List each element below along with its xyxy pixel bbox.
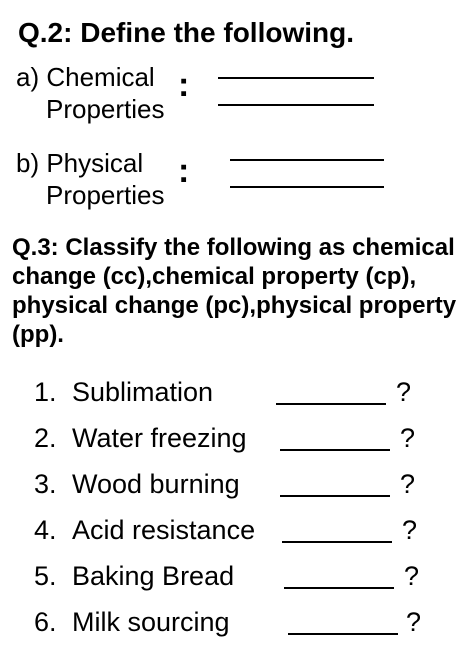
item-2-question-mark: ? (400, 423, 416, 453)
item-1-question-mark: ? (396, 377, 412, 407)
item-6-question-mark: ? (406, 607, 422, 637)
item-4-number: 4. (34, 515, 57, 545)
item-4-text: Acid resistance (72, 515, 256, 545)
part-a-answer-line-1[interactable] (218, 77, 374, 79)
item-2-blank[interactable] (280, 449, 390, 451)
part-b-colon: : (178, 152, 190, 190)
item-4-blank[interactable] (282, 541, 392, 543)
item-3-text: Wood burning (72, 469, 240, 499)
item-6-number: 6. (34, 607, 57, 637)
part-a-label: a) Chemical (16, 62, 155, 92)
question-2-title: Q.2: Define the following. (18, 17, 354, 48)
item-6-text: Milk sourcing (72, 607, 230, 637)
part-b-answer-line-2[interactable] (230, 186, 384, 188)
item-2-number: 2. (34, 423, 57, 453)
item-2-text: Water freezing (72, 423, 247, 453)
item-5-text: Baking Bread (72, 561, 235, 591)
question-3-title: Q.3: Classify the following as chemical change (cc),chemical property (cp), physical change (pc),physical property (pp). (12, 234, 457, 348)
item-5-blank[interactable] (284, 587, 394, 589)
item-1-blank[interactable] (276, 403, 386, 405)
part-a-answer-line-2[interactable] (218, 104, 374, 106)
item-3-question-mark: ? (400, 469, 416, 499)
part-b-label-line2: Properties (46, 180, 165, 210)
part-b-answer-line-1[interactable] (230, 159, 384, 161)
part-a-colon: : (178, 66, 190, 104)
item-5-number: 5. (34, 561, 57, 591)
item-1-text: Sublimation (72, 377, 214, 407)
item-5-question-mark: ? (404, 561, 420, 591)
item-3-blank[interactable] (280, 495, 390, 497)
item-1-number: 1. (34, 377, 57, 407)
part-b-label: b) Physical (16, 148, 144, 178)
part-a-label-line2: Properties (46, 94, 165, 124)
item-3-number: 3. (34, 469, 57, 499)
item-4-question-mark: ? (402, 515, 418, 545)
item-6-blank[interactable] (288, 633, 398, 635)
